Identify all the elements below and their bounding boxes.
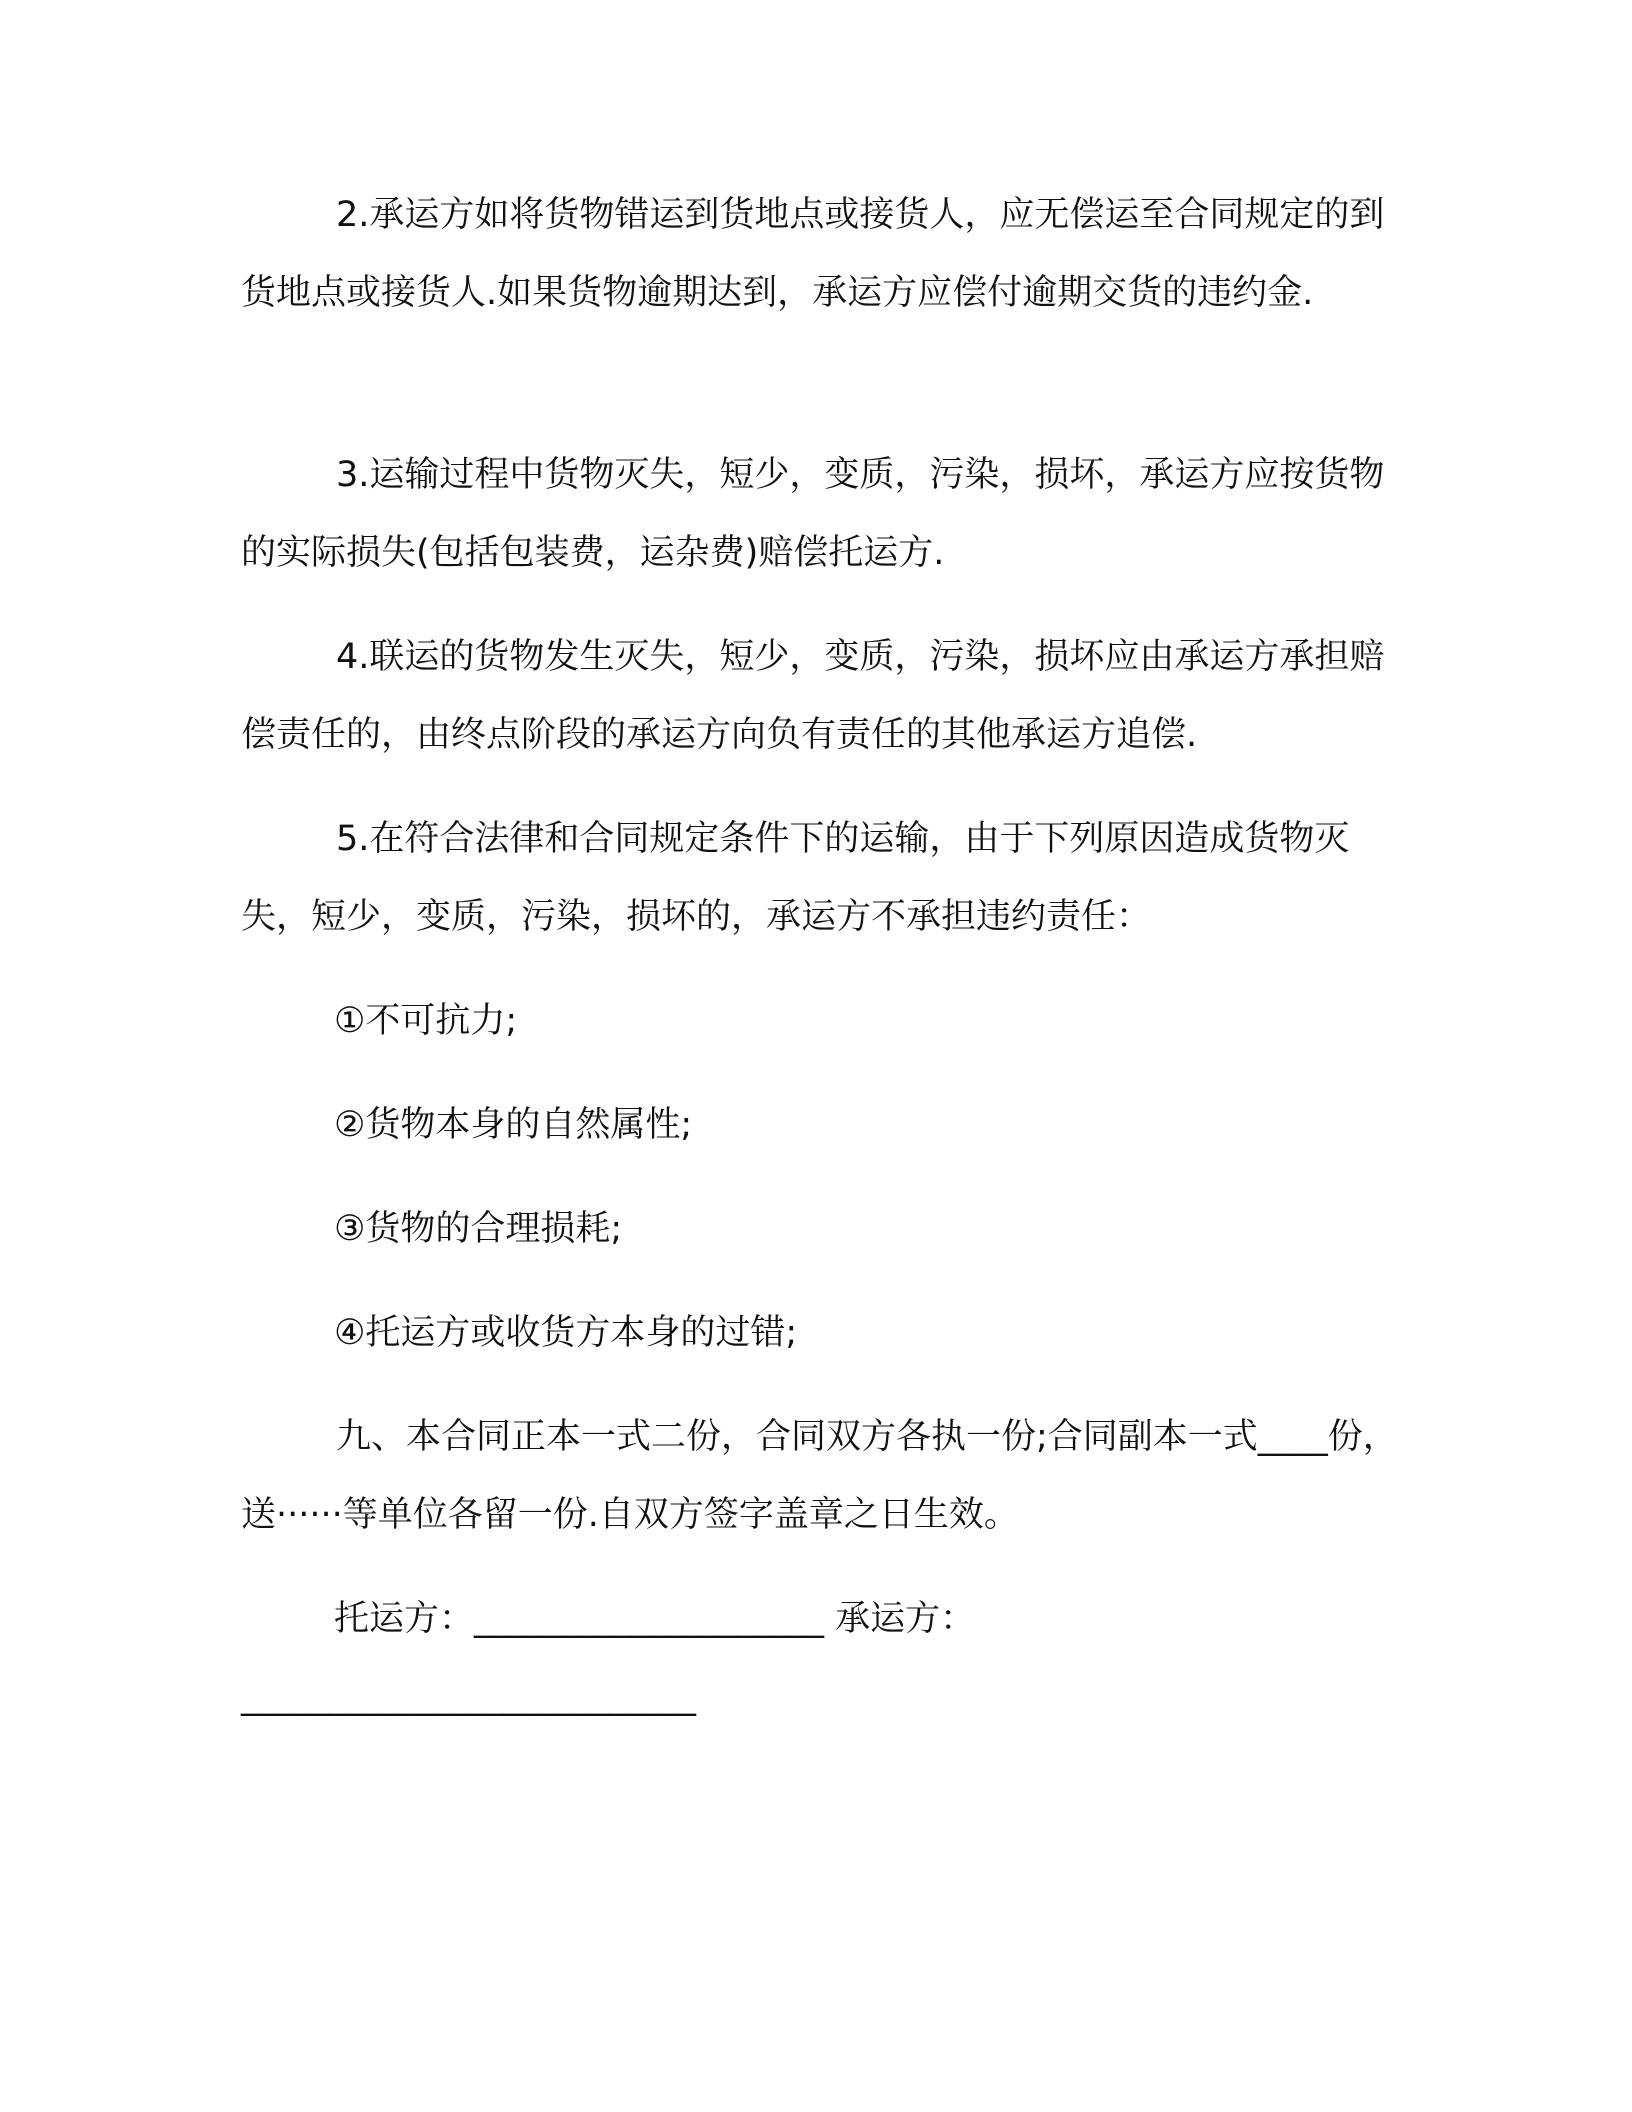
list-item-force-majeure: ①不可抗力;	[334, 1001, 518, 1041]
signature-line-carrier-blank: __________________________	[241, 1677, 696, 1717]
list-item-reasonable-loss: ③货物的合理损耗;	[334, 1209, 623, 1249]
signature-line-shipper-carrier: 托运方：____________________ 承运方：	[334, 1599, 976, 1639]
paragraph-clause-3: 3.运输过程中货物灭失，短少，变质，污染，损坏，承运方应按货物的实际损失(包括包装费，运杂费)赔偿托运方.	[241, 455, 1385, 573]
paragraph-clause-5: 5.在符合法律和合同规定条件下的运输，由于下列原因造成货物灭失，短少，变质，污染，损坏的，承运方不承担违约责任：	[241, 819, 1350, 937]
paragraph-clause-nine: 九、本合同正本一式二份，合同双方各执一份;合同副本一式____份，送······等单位各留一份.自双方签字盖章之日生效。	[241, 1417, 1398, 1535]
list-item-party-fault: ④托运方或收货方本身的过错;	[334, 1313, 798, 1353]
paragraph-clause-4: 4.联运的货物发生灭失，短少，变质，污染，损坏应由承运方承担赔偿责任的，由终点阶段的承运方向负有责任的其他承运方追偿.	[241, 637, 1385, 755]
paragraph-clause-2: 2.承运方如将货物错运到货地点或接货人，应无偿运至合同规定的到货地点或接货人.如果货物逾期达到，承运方应偿付逾期交货的违约金.	[241, 195, 1385, 313]
list-item-natural-property: ②货物本身的自然属性;	[334, 1105, 693, 1145]
